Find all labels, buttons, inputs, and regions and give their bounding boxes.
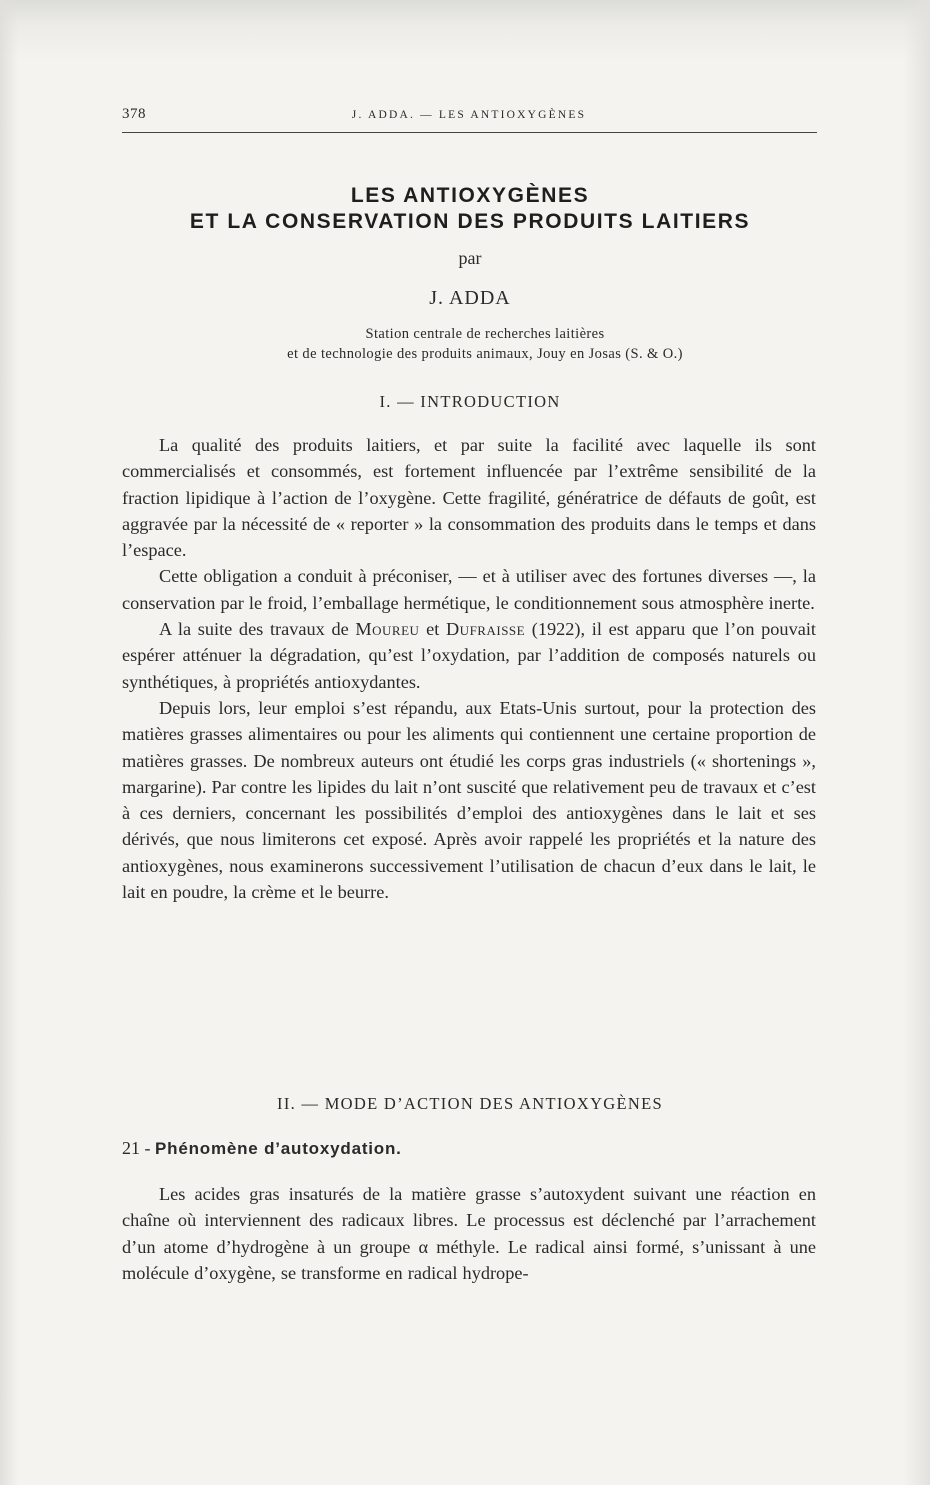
paragraph: Depuis lors, leur emploi s’est répandu, aux Etats-Unis surtout, pour la protection des matières grasses alimentaires ou pour les aliments qui contiennent une certaine proportion de matières grasses. De nombreux auteurs ont étudié les corps gras industriels (« shortenings », margarine). Par contre les lipides du lait n’ont suscité que relativement peu de travaux et c’est à ces derniers, concernant les possibilités d’emploi des antioxygènes dans le lait et ses dérivés, que nous limiterons cet exposé. Après avoir rappelé les propriétés et la nature des antioxygènes, nous examinerons successivement l’utilisation de chacun d’eux dans le lait, le lait en poudre, la crème et le beurre. — [122, 697, 816, 903]
author-citation: Moureu — [355, 619, 420, 640]
paragraph: La qualité des produits laitiers, et par suite la facilité avec laquelle ils sont commercialisés et consommés, est fortement influencée par l’extrême sensibilité de la fraction lipidique à l’action de l’oxygène. Cette fragilité, génératrice de défauts de goût, est aggravée par la nécessité de « reporter » la consommation des produits dans le temps et dans l’espace. — [122, 435, 816, 561]
header-rule — [122, 132, 817, 133]
autoxydation-body — [122, 1181, 816, 1286]
subsection-heading — [122, 1138, 402, 1159]
page-number: 378 — [122, 106, 146, 122]
paragraph: Les acides gras insaturés de la matière grasse s’autoxydent suivant une réaction en chaîne où interviennent des radicaux libres. Le processus est déclenché par l’arrachement d’un atome d’hydrogène à un groupe α méthyle. Le radical ainsi formé, s’unissant à une molécule d’oxygène, se transforme en radical hydrope- — [122, 1184, 816, 1283]
paragraph-text: A la suite des travaux de — [159, 619, 356, 640]
section-heading-introduction: I. — INTRODUCTION — [379, 392, 561, 411]
scan-shadow-right — [904, 0, 930, 1485]
paragraph-text: et — [419, 619, 446, 640]
running-header — [122, 106, 816, 128]
subsection-title: Phénomène d’autoxydation. — [155, 1139, 402, 1158]
scan-shadow-left — [0, 0, 18, 1485]
author-citation: Dufraisse — [445, 619, 526, 640]
paragraph-text: (1922), il est apparu que l’on pouvait espérer atténuer la dégradation, qu’est l’oxydation, par l’addition de composés naturels ou synthétiques, à propriétés antioxydantes. — [122, 619, 816, 692]
article-title-line-2: ET LA CONSERVATION DES PRODUITS LAITIERS — [189, 210, 751, 233]
section-heading-mode-action: II. — MODE D’ACTION DES ANTIOXYGÈNES — [277, 1094, 663, 1113]
author-name: J. ADDA — [429, 287, 511, 309]
byline-par: par — [458, 248, 482, 268]
running-title: J. ADDA. — LES ANTIOXYGÈNES — [351, 109, 587, 121]
paragraph — [122, 616, 816, 695]
scan-shadow-top — [0, 0, 930, 60]
paragraph: Cette obligation a conduit à préconiser, — et à utiliser avec des fortunes diverses —, la conservation par le froid, l’emballage hermétique, le conditionnement sous atmosphère inerte. — [122, 566, 816, 613]
subsection-number: 21 - — [122, 1138, 151, 1158]
introduction-body — [122, 432, 816, 905]
affiliation-line-2: et de technologie des produits animaux, Jouy en Josas (S. & O.) — [287, 346, 683, 362]
article-title-line-1: LES ANTIOXYGÈNES — [350, 184, 590, 207]
affiliation-line-1: Station centrale de recherches laitières — [365, 326, 605, 342]
